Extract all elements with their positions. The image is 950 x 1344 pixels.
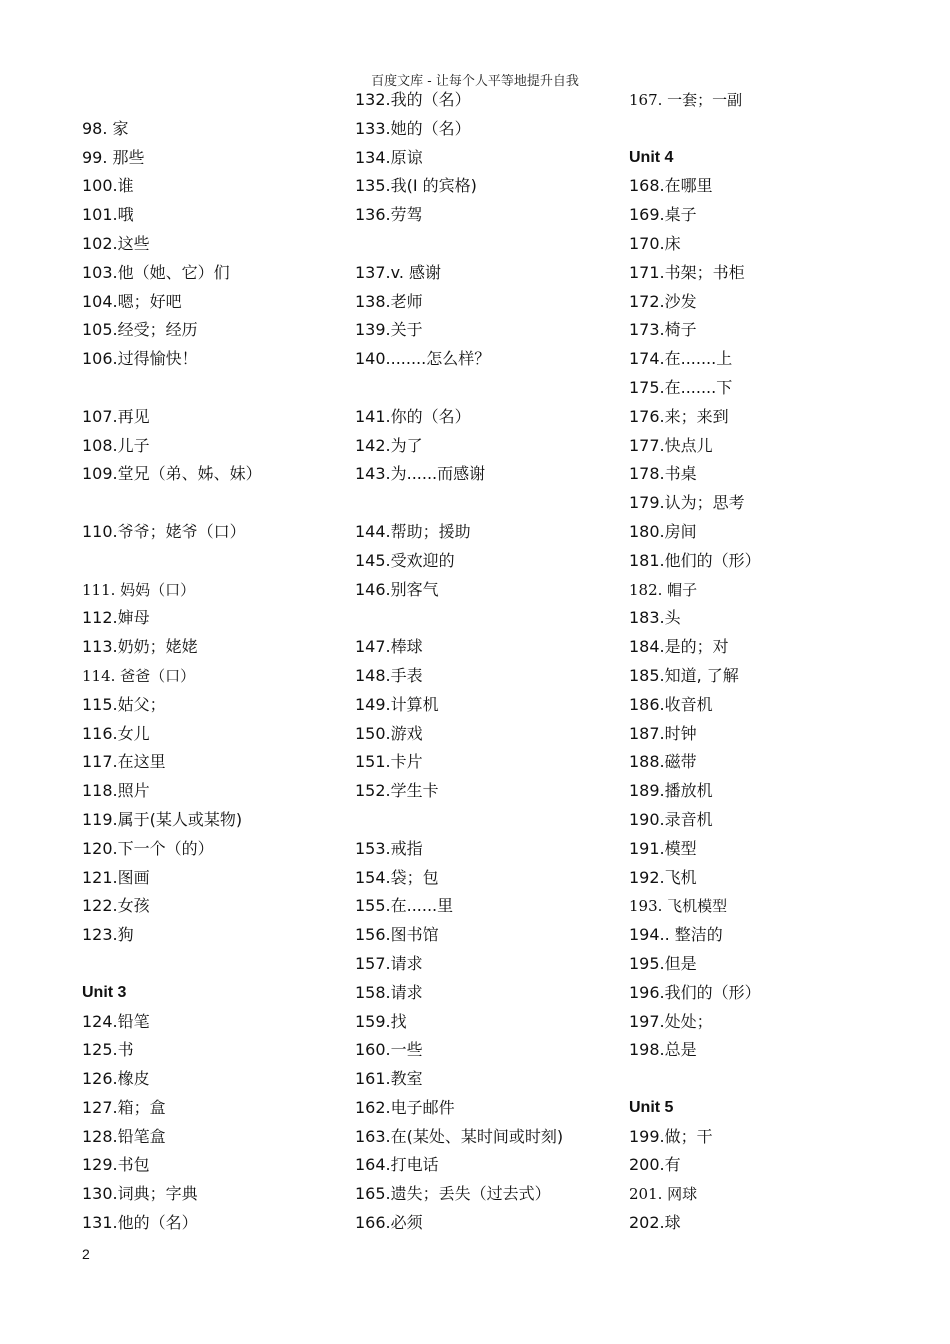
vocab-entry: 134.原谅 [355,147,423,167]
vocab-entry: 112.婶母 [82,608,150,628]
vocab-entry: 181.他们的（形） [629,550,761,570]
vocab-entry: 131.他的（名） [82,1213,198,1233]
vocab-entry: 98. 家 [82,118,129,138]
vocab-entry: 170.床 [629,233,681,253]
vocab-entry: 164.打电话 [355,1155,439,1175]
vocab-entry: 188.磁带 [629,752,697,772]
vocab-entry: 154.袋；包 [355,867,439,887]
vocab-entry: 99. 那些 [82,147,145,167]
vocab-entry: 100.谁 [82,176,134,196]
vocab-entry: 193. 飞机模型 [629,897,728,916]
vocab-entry: 143.为......而感谢 [355,464,486,484]
vocab-entry: 110.爷爷；姥爷（口） [82,521,246,541]
vocab-entry: 144.帮助；援助 [355,521,471,541]
vocab-entry: 124.铅笔 [82,1011,150,1031]
vocab-entry: 199.做；干 [629,1126,713,1146]
vocab-entry: 157.请求 [355,953,423,973]
vocab-entry: 175.在.......下 [629,377,733,397]
vocab-entry: 162.电子邮件 [355,1097,455,1117]
blank-line [629,115,899,144]
vocab-entry: 158.请求 [355,982,423,1002]
vocab-entry: 145.受欢迎的 [355,550,455,570]
vocab-entry: 183.头 [629,608,681,628]
vocab-entry: 114. 爸爸（口） [82,666,196,685]
vocab-entry: 122.女孩 [82,896,150,916]
vocab-entry: 137.v. 感谢 [355,262,442,282]
vocab-column-1 [82,86,352,1238]
blank-line [355,604,625,633]
blank-line [355,489,625,518]
vocab-entry: 152.学生卡 [355,781,439,801]
vocab-entry: 172.沙发 [629,291,697,311]
vocab-entry: 132.我的（名） [355,90,471,109]
blank-line [82,374,352,403]
blank-line [629,1065,899,1094]
vocab-entry: 186.收音机 [629,694,713,714]
vocab-entry: 169.桌子 [629,205,697,225]
vocab-entry: 190.录音机 [629,809,713,829]
vocab-entry: 120.下一个（的） [82,838,214,858]
blank-line [82,950,352,979]
vocab-entry: 191.模型 [629,838,697,858]
vocab-entry: 173.椅子 [629,320,697,340]
vocab-entry: 151.卡片 [355,752,423,772]
vocab-entry: 184.是的；对 [629,637,729,657]
vocab-entry: 194.. 整洁的 [629,925,723,945]
vocab-entry: 116.女儿 [82,723,150,743]
vocab-entry: 177.快点儿 [629,435,713,455]
vocab-entry: 135.我(I 的宾格) [355,176,477,196]
vocab-entry: 130.词典；字典 [82,1184,198,1204]
vocab-entry: 192.飞机 [629,867,697,887]
vocab-column-2 [355,86,625,1238]
blank-line [355,806,625,835]
vocab-entry: 140........怎么样？ [355,349,491,369]
vocab-entry: 178.书桌 [629,464,697,484]
unit-heading: Unit 5 [629,1098,674,1116]
vocab-entry: 197.处处； [629,1011,713,1031]
vocab-entry: 166.必须 [355,1213,423,1233]
vocab-entry: 106.过得愉快！ [82,349,198,369]
vocab-entry: 202.球 [629,1213,681,1233]
vocab-entry: 104.嗯；好吧 [82,291,182,311]
vocab-entry: 160.一些 [355,1040,423,1060]
vocab-entry: 139.关于 [355,320,423,340]
vocab-entry: 201. 网球 [629,1185,698,1204]
vocab-entry: 128.铅笔盒 [82,1126,166,1146]
vocab-column-3 [629,86,899,1238]
vocab-entry: 108.儿子 [82,435,150,455]
blank-line [82,489,352,518]
vocab-entry: 138.老师 [355,291,423,311]
vocab-entry: 125.书 [82,1040,134,1060]
unit-heading: Unit 3 [82,983,127,1001]
blank-line [355,374,625,403]
vocab-entry: 163.在(某处、某时间或时刻) [355,1126,564,1146]
vocab-entry: 133.她的（名） [355,118,471,138]
vocab-entry: 168.在哪里 [629,176,713,196]
page-number: 2 [82,1246,90,1262]
vocab-entry: 105.经受；经历 [82,320,198,340]
vocab-entry: 155.在......里 [355,896,454,916]
vocab-entry: 109.堂兄（弟、姊、妹） [82,464,262,484]
vocab-entry: 121.图画 [82,867,150,887]
vocab-entry: 198.总是 [629,1040,697,1060]
page-header: 百度文库 - 让每个人平等地提升自我 [371,74,579,89]
vocab-entry: 182. 帽子 [629,580,698,599]
vocab-entry: 142.为了 [355,435,423,455]
vocab-entry: 174.在.......上 [629,349,733,369]
vocab-entry: 167. 一套；一副 [629,91,743,109]
vocab-entry: 115.姑父； [82,694,166,714]
vocab-entry: 196.我们的（形） [629,982,761,1002]
vocab-entry: 195.但是 [629,953,697,973]
vocab-entry: 107.再见 [82,406,150,426]
vocab-entry: 129.书包 [82,1155,150,1175]
vocab-entry: 165.遗失；丢失（过去式） [355,1184,551,1204]
unit-heading: Unit 4 [629,148,674,166]
vocab-entry: 102.这些 [82,233,150,253]
vocab-entry: 161.教室 [355,1069,423,1089]
vocab-entry: 126.橡皮 [82,1069,150,1089]
vocab-entry: 103.他（她、它）们 [82,262,230,282]
vocab-entry: 119.属于(某人或某物) [82,809,243,829]
vocab-entry: 136.劳驾 [355,205,423,225]
vocab-entry: 148.手表 [355,665,423,685]
blank-line [82,86,352,115]
blank-line [82,547,352,576]
vocab-entry: 141.你的（名） [355,406,471,426]
vocab-entry: 127.箱；盒 [82,1097,166,1117]
vocab-entry: 185.知道, 了解 [629,665,739,685]
vocab-entry: 101.哦 [82,205,134,225]
blank-line [355,230,625,259]
vocab-entry: 118.照片 [82,781,150,801]
vocab-entry: 147.棒球 [355,637,423,657]
vocab-entry: 159.找 [355,1011,407,1031]
vocab-entry: 149.计算机 [355,694,439,714]
vocab-entry: 113.奶奶；姥姥 [82,637,198,657]
vocab-entry: 179.认为；思考 [629,493,745,513]
vocab-entry: 176.来；来到 [629,406,729,426]
vocab-entry: 117.在这里 [82,752,166,772]
vocab-entry: 153.戒指 [355,838,423,858]
vocab-entry: 156.图书馆 [355,925,439,945]
vocab-entry: 123.狗 [82,925,134,945]
vocab-entry: 200.有 [629,1155,681,1175]
vocab-entry: 111. 妈妈（口） [82,580,196,599]
vocab-entry: 187.时钟 [629,723,697,743]
vocab-entry: 150.游戏 [355,723,423,743]
vocab-entry: 189.播放机 [629,781,713,801]
vocab-entry: 146.别客气 [355,579,439,599]
vocab-entry: 171.书架；书柜 [629,262,745,282]
vocab-entry: 180.房间 [629,521,697,541]
